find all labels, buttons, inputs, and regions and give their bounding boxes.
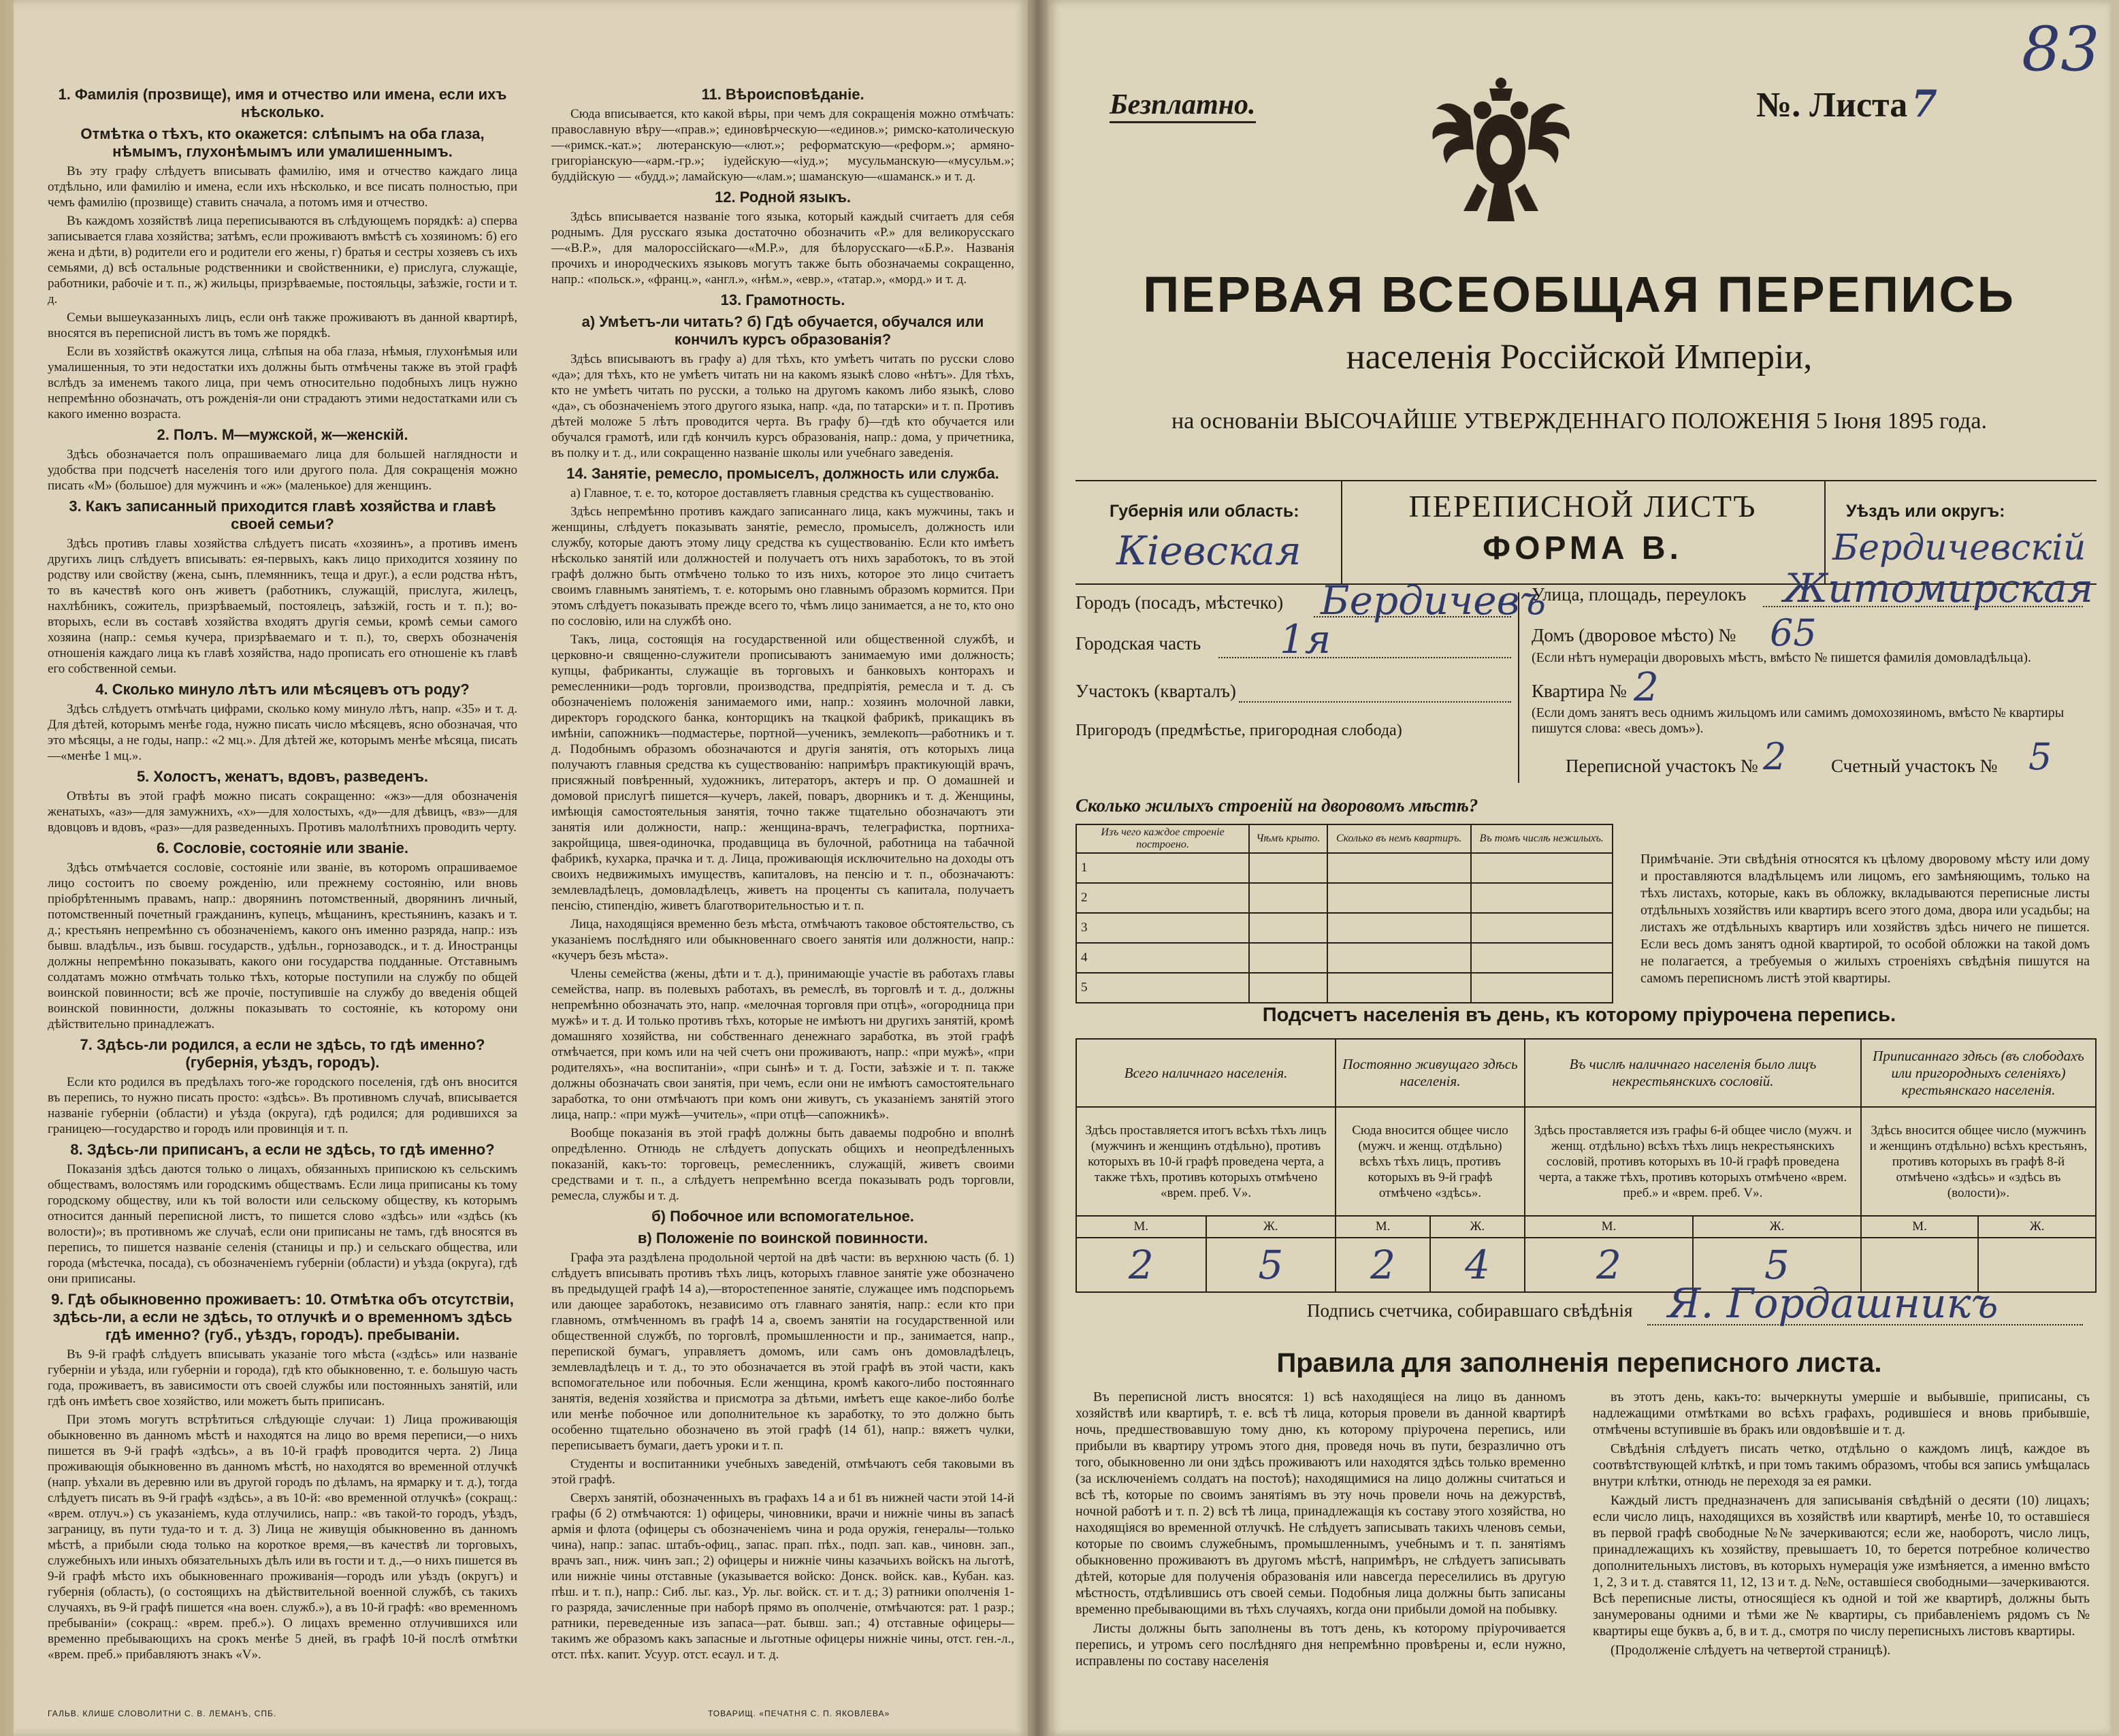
table-row [1076,943,1613,973]
empty-cell [1249,913,1327,943]
sheet-number-value: 7 [1911,82,1937,125]
section-paragraph: Семьи вышеуказанныхъ лицъ, если онѣ также проживаютъ въ данной квартирѣ, вносятся въ переписной листъ въ томъ же порядкѣ. [48,310,517,340]
rules-paragraph: Свѣдѣнія слѣдуетъ писать четко, отдѣльно о каждомъ лицѣ, каждое въ соотвѣтствующей клѣткѣ, и при томъ такимъ образомъ, чтобы вся запись умѣщалась внутри клѣтки, отнюдь не переходя за ея рамки. [1593,1441,2090,1489]
empty-cell [1249,853,1327,883]
sheet-number-label: №. Листа [1756,86,1908,125]
district-label: Уѣздъ или округъ: [1846,502,2005,521]
section-paragraph: Здѣсь обозначается полъ опрашиваемаго лица для большей наглядности и удобства при подсчетѣ населенія того или другого пола. Для сокращенія можно писать «М» (большое) для мужчинъ и «ж» (маленькое) для женщинъ. [48,447,517,493]
row-number: 4 [1076,943,1249,973]
empty-cell [1327,973,1471,1003]
count-header-cell: Постоянно живущаго здѣсь населенія. [1336,1039,1525,1107]
section-heading: 3. Какъ записанный приходится главѣ хозяйства и главѣ своей семьи? [69,498,496,532]
count-value: 5 [1206,1238,1336,1292]
city-label: Городъ (посадъ, мѣстечко) [1075,592,1284,613]
section-paragraph: Сверхъ занятій, обозначенныхъ въ графахъ 14 а и б1 въ нижней части этой 14-й графы (б 2) отмѣчаются: 1) офицеры, чиновники, врачи и нижніе чины въ запасѣ армія и флота (офицеры съ обозначеніемъ чина и рода оружія, генералы—только чина), напр.: запас. штабъ-офиц., запас. прап. пѣх., подп. зап. кав., чиновн. зап., врачъ зап., ниж. чинъ зап.; 2) офицеры и нижніе чины казачьихъ войскъ на льготѣ, или нижніе чины отставные (указывается войско: Донск. войск. кав., Кубан. каз. пѣш. и т. п.), напр.: Сиб. льг. каз., Ур. льг. войск. ст. и т. д.; 3) ратники ополченія 1-го разряда, зачисленные при наборѣ прямо въ ополченіе, отмѣчаются: рат. 1 разр.; ратники, переведенные изъ запаса—рат. бывш. зап.; 4) отставные офицеры—такимъ же образомъ какъ запасные и льготные офицеры нижніе чины, отст. ген.-л., отст. пѣх. капит. Усуур. отст. есаул. и т. д. [551,1491,1014,1662]
rules-column-1 [1075,1389,1566,1672]
count-description: Здѣсь проставляется итогъ всѣхъ тѣхъ лицъ (мужчинъ и женщинъ отдѣльно), противъ которыхъ въ 10-й графѣ проведена черта, а также тѣхъ, противъ которыхъ отмѣчено «врем. преб. V». [1076,1107,1336,1216]
row-number: 3 [1076,913,1249,943]
section-paragraph: Показанія здѣсь даются только о лицахъ, обязанныхъ припискою къ сельскимъ обществамъ, волостямъ или городскимъ обществамъ. Если лица приписаны къ тому городскому обществу, или къ той волости или сельскому обществу, къ которымъ относится данный переписной листъ, то пишется слово «здѣсь» или «здѣсь (къ волости)»; въ противномъ же случаѣ, если они приписаны не тамъ, гдѣ вносятся въ перепись, то пишется названіе селенія (станицы и пр.) и сельскаго общества, или города (мѣстечка, посада), съ обозначеніемъ губерніи (области) и уѣзда (округа), гдѣ они приписаны. [48,1162,517,1286]
section-heading: 1. Фамилія (прозвище), имя и отчество или имена, если ихъ нѣсколько. [58,86,507,120]
province-label: Губернія или область: [1110,502,1299,521]
section-paragraph: Здѣсь слѣдуетъ отмѣчать цифрами, сколько кому минуло лѣтъ, напр. «35» и т. д. Для дѣтей, которымъ менѣе года, нужно писать число мѣсяцевъ, ясно обозначая, что это мѣсяцы, а не годы, напр.: «2 мц.». Для дѣтей же, которымъ менѣе мѣсяца, писать—«менѣе 1 мц.». [48,702,517,763]
count-header-cell: Приписаннаго здѣсь (въ слободахъ или пригородныхъ селеніяхъ) крестьянскаго населенія. [1861,1039,2096,1107]
row-number: 2 [1076,883,1249,913]
empty-cell [1249,943,1327,973]
section-heading: 13. Грамотность. [720,291,845,308]
section-heading: 14. Занятіе, ремесло, промыселъ, должность или служба. [566,465,999,482]
house-note: (Если нѣтъ нумераціи дворовыхъ мѣстъ, вмѣсто № пишется фамилія домовладѣльца). [1532,650,2031,665]
empty-cell [1327,883,1471,913]
section-heading: Отмѣтка о тѣхъ, кто окажется: слѣпымъ на оба глаза, нѣмымъ, глухонѣмымъ или умалишеннымъ. [80,125,485,160]
count-description: Здѣсь вносится общее число (мужчинъ и женщинъ отдѣльно) всѣхъ крестьянъ, противъ которыхъ въ графѣ 8-й отмѣчено «здѣсь» и «здѣсь въ (волости)». [1861,1107,2096,1216]
right-page-census-form [1048,0,2110,1736]
section-paragraph: Здѣсь вписывается названіе того языка, который каждый считаетъ для себя роднымъ. Для русскаго языка достаточно обозначить «Р.» для великорусскаго—«В.Р.», для малороссійскаго—«М.Р.», для бѣлорусскаго—«Б.Р.». Названія прочихъ и инородческихъ языковъ могутъ также быть обозначаемы сокращенно, напр.: «польск.», «франц.», «англ.», «нѣм.», «евр.», «татар.», «морд.» и т. д. [551,210,1014,287]
rules-paragraph: Каждый листъ предназначенъ для записыванія свѣдѣній о десяти (10) лицахъ; если число лицъ, находящихся въ хозяйствѣ или квартирѣ, менѣе 10, то оставшіеся въ первой графѣ свободные №№ зачеркиваются; если же, наоборотъ, число лицъ, принадлежащихъ къ хозяйству, превышаетъ 10, то берется потребное количество дополнительныхъ листовъ, въ которыхъ нумерація уже измѣняется, а именно вмѣсто 1, 2, 3 и т. д. ставятся 11, 12, 13 и т. д. №№, оставшіеся свободными—зачеркиваются. Всѣ переписные листы, относящіеся къ одной и той же квартирѣ, должны быть занумерованы одними и тѣми же № квартиры, съ прибавленіемъ рядомъ съ № квартиры еще буквъ а, б, в и т. д., смотря по числу переписныхъ листовъ квартиры. [1593,1493,2090,1639]
table-row [1076,853,1613,883]
table-row [1076,883,1613,913]
printer-imprint-right: ТОВАРИЩ. «ПЕЧАТНЯ С. П. ЯКОВЛЕВА» [708,1709,890,1718]
population-count-title: Подсчетъ населенія въ день, къ которому пріурочена перепись. [1262,1004,1896,1026]
census-title: ПЕРВАЯ ВСЕОБЩАЯ ПЕРЕПИСЬ [1143,266,2016,323]
section-paragraph: При этомъ могутъ встрѣтиться слѣдующіе случаи: 1) Лица проживающія обыкновенно въ данномъ мѣстѣ и находятся на лицо во время переписи,—о нихъ пишется въ 9-й графѣ «здѣсь», а въ 10-й графѣ проводится черта. 2) Лица проживающія обыкновенно въ данномъ мѣстѣ, но находятся во временной отлучкѣ (напр. уѣхали въ деревню или въ другой городъ по дѣламъ, на ярмарку и т. д.), тогда слѣдуетъ писать въ 9-й графѣ «здѣсь», а въ 10-й: «во временной отлучкѣ» (сокращ.: «врем. отлуч.») съ указаніемъ, куда отлучились, напр.: «въ такой-то городъ, уѣздъ, заграницу, въ пути туда-то и т. д. 3) Лица не живущія обыкновенно въ данномъ мѣстѣ, а прибыли сюда только на короткое время,—въ качествѣ ли торговыхъ, служебныхъ или иныхъ обязательныхъ дѣлъ или въ гости и т. д.,—о нихъ пишется въ 9-й графѣ мѣсто ихъ обыкновеннаго проживанія—городъ или уѣздъ (округъ) и губернія (область), (о состоящихъ на дѣйствительной военной службѣ, съ такихъ случаяхъ, въ 9-й графѣ пишется «на воен. служб.»), а въ 10-й графѣ: «во временномъ пребываніи» (сокращ.: «врем. преб.»). О лицахъ временно отлучившихся или временно пребывающихъ на срокъ менѣе 5 дней, въ графѣ 10-й послѣ отмѣтки «врем. преб.» прибавляютъ знакъ «V». [48,1413,517,1662]
table-row [1076,973,1613,1003]
precinct-label: Участокъ (кварталъ) [1075,681,1236,701]
section-paragraph: Здѣсь вписываютъ въ графу а) для тѣхъ, кто умѣетъ читать по русски слово «да»; для тѣхъ, кто не умѣетъ читать ни на какомъ языкѣ слово «нѣтъ». Для тѣхъ, кто не умѣетъ читать по русски, а только на другомъ какомъ либо языкѣ, слово «да», съ обозначеніемъ этого другого языка, напр. «да, по татарски» и т. п. Противъ дѣтей моложе 5 лѣтъ проводится черта. Въ графу б)—гдѣ кто обучается или обучался грамотѣ, или гдѣ кончилъ курсъ образованія, напр.: дома, у причетника, въ полку и т. д., или сокращенно названіе школы или учебнаго заведенія. [551,352,1014,460]
section-heading: 11. Вѣроисповѣданіе. [701,86,864,103]
empty-cell [1327,853,1471,883]
census-subtitle: населенія Россійской Имперіи, [1346,338,1813,376]
archive-page-number: 83 [2022,14,2100,85]
buildings-header-cell: Изъ чего каждое строеніе построено. [1076,824,1249,853]
city-part-label: Городская часть [1075,633,1201,654]
population-count-table [1075,1038,2097,1293]
rules-paragraph: Въ переписной листъ вносятся: 1) всѣ находящіеся на лицо въ данномъ хозяйствѣ или квартирѣ, т. е. всѣ тѣ лица, которыя провели въ данной квартирѣ ночь, предшествовавшую тому дню, къ которому пріурочена перепись, или прибыли въ квартиру утромъ этого дня, проведя ночь въ пути, безразлично отъ того, обыкновенно ли они здѣсь проживаютъ или находятся здѣсь только временно (за исключеніемъ солдатъ на постоѣ); находящимися на лицо должны считаться и всѣ тѣ, которые по своимъ занятіямъ въ эту ночь провели ночь на дежурствѣ, ночной работѣ и т. п. 2) всѣ тѣ лица, принадлежащія къ составу этого хозяйства, но находящіяся во временной отлучкѣ. Не слѣдуетъ записывать такихъ членовъ семьи, которые по своимъ служебнымъ, промышленнымъ, учебнымъ и т. п. занятіямъ обыкновенно проживаютъ въ другомъ мѣстѣ, напримѣръ, не слѣдуетъ записывать дѣтей, которые для полученія образованія или навсегда переселились въ другую мѣстность, отдѣлившись отъ своей семьи. Подобныя лица должны быть записаны временно пребывающими въ тѣхъ случаяхъ, когда они прибыли домой на побывку. [1075,1389,1566,1617]
male-column-header: М. [1076,1216,1206,1238]
section-paragraph: Сюда вписывается, кто какой вѣры, при чемъ для сокращенія можно отмѣчать: православную вѣру—«прав.»; единовѣрческую—«единов.»; римско-католическую—«римск.-кат.»; лютеранскую—«лют.»; реформатскую—«реформ.»; армяно-григоріанскую—«арм.-гр.»; іудейскую—«іуд.»; мусульманскую—«мусульм.»; буддійскую — «будд.»; ламайскую—«лам.»; шаманскую—«шаманск.» и т. д. [551,107,1014,184]
instructions-column-2 [551,82,1014,1665]
city-value: Бердичевъ [1321,577,1547,624]
precinct-line [1239,701,1511,703]
census-decree: на основаніи ВЫСОЧАЙШЕ УТВЕРЖДЕННАГО ПОЛОЖЕНІЯ 5 Іюня 1895 года. [1171,408,1987,434]
count-value: 2 [1336,1238,1430,1292]
count-precinct-value: 5 [2028,735,2052,778]
form-letter: ФОРМА В. [1483,530,1683,566]
section-paragraph: Здѣсь противъ главы хозяйства слѣдуетъ писать «хозяинъ», а противъ именъ другихъ лицъ слѣдуетъ вписывать: ея-первыхъ, какъ лицо приходится хозяину по родству или свойству (жена, сынъ, племянникъ, теща и друг.), а если родства нѣтъ, то въ качествѣ кого онъ живетъ (работникъ, служащій, прислуга, жилецъ, нахлѣбникъ, сожитель, призрѣваемый, постоялецъ, заѣзжій, гость и т. п.); во-вторыхъ, если въ составѣ хозяйства входятъ другія семьи, кромѣ семьи самого хозяина (напр.: семья кучера, призрѣваемаго и т. п.), то, сверхъ обозначенія отношенія каждаго лица къ главѣ хозяйства, надо прописать его отношеніе къ главѣ его собственной семьи. [48,536,517,676]
section-paragraph: Здѣсь непремѣнно противъ каждаго записаннаго лица, какъ мужчины, такъ и женщины, слѣдуетъ показывать занятіе, ремесло, промыселъ, должность или службу, которые даютъ этому лицу средства къ существованію. Если кто имѣетъ нѣсколько занятій или должностей и получаетъ отъ нихъ заработокъ, то въ этой графѣ должно быть отмѣчено только то изъ нихъ, которое это лицо считаетъ своимъ главнымъ занятіемъ, т. е. которымъ оно главнымъ образомъ кормится. При этомъ слѣдуетъ показывать прежде всего то, чѣмъ лицо занимается, а не то, кто оно по сословію, или на службѣ оно. [551,504,1014,628]
count-description: Сюда вносится общее число (мужч. и женщ. отдѣльно) всѣхъ тѣхъ лицъ, противъ которыхъ въ 9-й графѣ отмѣчено «здѣсь». [1336,1107,1525,1216]
section-heading: 5. Холостъ, женатъ, вдовъ, разведенъ. [136,768,429,785]
census-precinct-value: 2 [1763,735,1787,778]
form-title: ПЕРЕПИСНОЙ ЛИСТЪ [1408,489,1757,524]
buildings-header-cell: Чѣмъ крыто. [1249,824,1327,853]
count-value: 2 [1076,1238,1206,1292]
house-value: 65 [1770,611,1817,654]
empty-cell [1249,883,1327,913]
empty-cell [1327,943,1471,973]
section-heading: 8. Здѣсь-ли приписанъ, а если не здѣсь, то гдѣ именно? [70,1141,495,1158]
district-value: Бердичевскій [1832,528,2086,568]
section-paragraph: Въ эту графу слѣдуетъ вписывать фамилію, имя и отчество каждаго лица отдѣльно, или фамилію и имена, если ихъ нѣсколько, и все писать полностью, при чемъ фамилію (прозвище) ставить сначала, а потомъ имя и отчество. [48,164,517,210]
count-header-cell: Въ числѣ наличнаго населенія было лицъ некрестьянскихъ сословій. [1525,1039,1861,1107]
apartment-label: Квартира № [1532,681,1627,701]
rules-paragraph: Листы должны быть заполнены въ тотъ день, къ которому пріурочивается перепись, и утромъ сего послѣдняго дня непремѣнно провѣрены и, если нужно, исправлены по составу населенія [1075,1621,1566,1669]
section-heading: в) Положеніе по воинской повинности. [637,1229,928,1247]
buildings-question: Сколько жилыхъ строеній на дворовомъ мѣстѣ? [1075,795,1478,816]
row-number: 5 [1076,973,1249,1003]
empty-cell [1471,943,1613,973]
section-paragraph: Графа эта раздѣлена продольной чертой на двѣ части: въ верхнюю часть (б. 1) слѣдуетъ вписывать противъ тѣхъ лицъ, которыхъ главное занятіе уже обозначено въ предыдущей графѣ 14 а),—второстепенное занятіе, служащее имъ подспорьемъ или дающее заработокъ, независимо отъ главнаго занятія, напр.: если кто при главномъ, отмѣченномъ въ графѣ 14 а, своемъ занятіи на государственной или общественной службѣ, по торговлѣ, промышленности и пр., занимается, напр., перепиской бумагъ, управляетъ домомъ, или самъ онъ домовладѣлецъ, землевладѣлецъ и т. д., то это обозначается въ этой графѣ въ этой части, какъ вспомогательное или побочныя. Если женщина, кромѣ какого-либо постояннаго занятія, веденія хозяйства и присмотра за дѣтьми, имѣетъ еще какое-либо болѣе или менѣе побочное или дополнительное къ заработку, то это должно быть особенно тщательно обозначено въ этой графѣ (14 б1), напр.: вяжетъ чулки, переписываетъ бумаги, даетъ уроки и т. п. [551,1251,1014,1453]
male-column-header: М. [1336,1216,1430,1238]
count-header-cell: Всего наличнаго населенія. [1076,1039,1336,1107]
section-paragraph: Отвѣты въ этой графѣ можно писать сокращенно: «жз»—для обозначенія женатыхъ, «аз»—для замужнихъ, «х»—для холостыхъ, «д»—для дѣвицъ, «вз»—для вдовцовъ и вдовъ, «раз»—для разведенныхъ. Противъ малолѣтнихъ проводить черту. [48,789,517,835]
count-value: 4 [1430,1238,1525,1292]
count-description: Здѣсь проставляется изъ графы 6-й общее число (мужч. и женщ. отдѣльно) всѣхъ тѣхъ лицъ некрестьянскихъ сословій, противъ которыхъ въ 10-й графѣ проведена черта, а также тѣхъ, противъ которыхъ отмѣчено «врем. преб.» и «врем. преб. V». [1525,1107,1861,1216]
female-column-header: Ж. [1978,1216,2096,1238]
street-value: Житомирская [1783,565,2094,611]
section-paragraph: Въ каждомъ хозяйствѣ лица переписываются въ слѣдующемъ порядкѣ: а) сперва записывается глава хозяйства; затѣмъ, если проживаютъ вмѣстѣ съ хозяиномъ: б) его жена и дѣти, в) родители его и родители его жены, г) братья и сестры хозяевъ съ ихъ семьями, д) всѣ остальные родственники и свойственники, е) прислуга, служащіе, работники, рабочіе и т. п., ж) жильцы, призрѣваемые, постояльцы, заѣзжіе, гости и т. д. [48,214,517,306]
sheet-number [1756,82,1937,125]
section-heading: 12. Родной языкъ. [714,189,852,206]
section-heading: а) Умѣетъ-ли читать? б) Гдѣ обучается, обучался или кончилъ курсъ образованія? [581,313,984,348]
section-paragraph: Такъ, лица, состоящія на государственной или общественной службѣ, и церковно-и священно-служители прописываютъ занимаемую ими должность; купцы, фабриканты, служащіе въ торговыхъ и банковыхъ конторахъ и ремесленники—родъ торговли, производства, предпріятія, ремесла и т. д. съ обозначеніемъ положенія занимаемого ими, напр.: хозяинъ молочной лавки, директоръ городского банка, конторщикъ на ткацкой фабрикѣ, прикащикъ въ имѣніи, сапожникъ—подмастерье, портной—ученикъ, землекопъ—работникъ и т. д. Подобнымъ образомъ обозначаются и другія занятія, отъ которыхъ лица получаютъ главныя средства къ существованію: напримѣръ практикующій врачъ, присяжный повѣренный, художникъ, литераторъ, актеръ и пр. О домашней и домовой прислугѣ пишется—кучеръ, лакей, поваръ, дворникъ и т. д. Женщины, имѣющія самостоятельныя занятія, точно также тщательно обозначаютъ эти занятія или должности, напр.: женщина-врачъ, телеграфистка, портниха-закройщица, швея-одиночка, продавщица въ булочной, работница на табачной фабрикѣ, кухарка, прачка и т. д. Лица, проживающія исключительно на доходы отъ своихъ недвижимыхъ имуществъ, капиталовъ, на пенсію и т. п., обозначаютъ: землевладѣлецъ, домовладѣлецъ, живетъ на проценты съ капитала, получаетъ пенсію, стипендію, живетъ благотворительностью и т. п. [551,632,1014,913]
city-part-value: 1я [1280,616,1331,662]
section-paragraph: Вообще показанія въ этой графѣ должны быть даваемы подробно и вполнѣ опредѣленно. Отнюдь не слѣдуетъ допускать общихъ и неопредѣленныхъ показаній, какъ-то: торговецъ, ремесленникъ, служащій, живетъ своими средствами и т. п., а слѣдуетъ непремѣнно всегда показывать родъ торговли, ремесла, службы и т. д. [551,1126,1014,1203]
free-label: Безплатно. [1110,89,1256,123]
section-heading: 2. Полъ. М—мужской, ж—женскій. [157,426,408,443]
instructions-column-1 [48,82,517,1665]
empty-cell [1471,883,1613,913]
empty-cell [1327,913,1471,943]
house-label: Домъ (дворовое мѣсто) № [1532,625,1736,645]
section-paragraph: Члены семейства (жены, дѣти и т. д.), принимающіе участіе въ работахъ главы семейства, напр. въ полевыхъ работахъ, въ ремеслѣ, въ торговлѣ и т. д., должны непремѣнно обозначать это, напр. «мелочная торговля при отцѣ», «огородница при мужѣ» и т. д. И только противъ тѣхъ, которые не имѣютъ ни другихъ занятій, кромѣ домашняго хозяйства, ни собственнаго денежнаго заработка, въ этой графѣ отмѣчается, при комъ или на чей счетъ они проживаютъ, напр.: «при мужѣ», «при родителяхъ», «на воспитаніи», «при сынѣ» и т. д. Гости, заѣзжіе и т. п. также должны обозначать свои занятія, при чемъ, если они не имѣютъ самостоятельнаго заработка, то они отмѣчаютъ при комъ они живутъ, съ указаніемъ занятій этого лица, напр.: «при мужѣ—учитель», «при отцѣ—сапожникѣ». [551,967,1014,1122]
section-paragraph: Здѣсь отмѣчается сословіе, состояніе или званіе, въ которомъ опрашиваемое лицо состоитъ по своему рожденію, или прежнему состоянію, или вновь пріобрѣтеннымъ правамъ, напр.: дворянинъ потомственный, дворянинъ личный, потомственный почетный гражданинъ, купецъ, мѣщанинъ, крестьянинъ, казакъ и т. д.; крестьянъ непремѣнно съ обозначеніемъ, какого онъ именно разряда, напр.: изъ бывш. владѣльч., изъ бывш. государств., удѣльн., горнозаводск., и т. д. Иностранцы должны непремѣнно показывать, какого они государства подданные. Отставнымъ солдатамъ можно отмѣчать только тѣхъ, которые поступили на службу по общей воинской повинности; всѣ же прочіе, поступившіе на службу до введенія общей воинской повинности, должны показывать то состояніе, къ которому они дѣйствительно принадлежатъ. [48,861,517,1031]
male-column-header: М. [1525,1216,1693,1238]
section-heading: 4. Сколько минуло лѣтъ или мѣсяцевъ отъ роду? [95,681,470,698]
suburb-label: Пригородъ (предмѣстье, пригородная слобода) [1075,722,1402,739]
signature-label: Подпись счетчика, собиравшаго свѣдѣнія [1307,1300,1633,1321]
apartment-note: (Если домъ занятъ весь однимъ жильцомъ или самимъ домохозяиномъ, вмѣсто № квартиры пишутся слова: «весь домъ»). [1532,705,2065,736]
form-title-box [1355,488,1811,567]
table-row [1076,913,1613,943]
province-box [1075,481,1342,583]
section-paragraph: Въ 9-й графѣ слѣдуетъ вписывать указаніе того мѣста («здѣсь» или названіе губерніи и уѣзда, или губерніи и города), гдѣ кто обыкновенно, т. е. большую часть года, проживаетъ, въ зависимости отъ своей службы или постоянныхъ занятій, или гдѣ онъ имѣетъ свое хозяйство, или можетъ быть приписанъ. [48,1347,517,1409]
empty-cell [1471,973,1613,1003]
male-column-header: М. [1861,1216,1978,1238]
empty-cell [1471,853,1613,883]
city-part-line [1218,657,1511,658]
section-heading: 9. Гдѣ обыкновенно проживаетъ: 10. Отмѣтка объ отсутствіи, здѣсь-ли, а если не здѣсь, то отлучкѣ и о временномъ здѣсь гдѣ именно? (губ., уѣздъ, городъ). пребываніи. [51,1291,514,1343]
census-precinct-label: Переписной участокъ № [1566,756,1758,776]
section-paragraph: Если кто родился въ предѣлахъ того-же городского поселенія, гдѣ онъ вносится въ перепись, то нужно писать просто: «здѣсь». Въ противномъ случаѣ, вписывается названіе губерніи (области) и уѣзда (округа), гдѣ родился; для родившихся за границею—государство и городъ или провинція и т. п. [48,1075,517,1136]
section-heading: б) Побочное или вспомогательное. [651,1208,914,1225]
empty-cell [1249,973,1327,1003]
section-paragraph: Студенты и воспитанники учебныхъ заведеній, отмѣчаютъ себя таковыми въ этой графѣ. [551,1457,1014,1487]
rules-paragraph: въ этотъ день, какъ-то: вычеркнуты умершіе и выбывшіе, приписаны, съ надлежащими отмѣтками во всѣхъ графахъ, родившіеся и вновь прибывшіе, отмѣчены вступившіе въ бракъ или овдовѣвшіе и т. д. [1593,1389,2090,1437]
row-number: 1 [1076,853,1249,883]
buildings-header-cell: Сколько въ немъ квартиръ. [1327,824,1471,853]
section-paragraph: а) Главное, т. е. то, которое доставляетъ главныя средства къ существованію. [570,486,994,500]
buildings-header-cell: Въ томъ числѣ нежилыхъ. [1471,824,1613,853]
apartment-value: 2 [1634,664,1659,710]
signature-value: Я. Гордашникъ [1668,1280,1999,1328]
rules-title: Правила для заполненія переписного листа. [1276,1348,1882,1378]
section-heading: 7. Здѣсь-ли родился, а если не здѣсь, то гдѣ именно? (губернія, уѣздъ, городъ). [80,1036,485,1071]
count-value: 2 [1525,1238,1693,1292]
section-heading: 6. Сословіе, состояніе или званіе. [156,839,409,856]
empty-cell [1471,913,1613,943]
left-page-instructions [14,0,1028,1736]
province-value: Кіевская [1116,528,1301,574]
female-column-header: Ж. [1693,1216,1861,1238]
printer-imprint-left: ГАЛЬВ. КЛИШЕ СЛОВОЛИТНИ С. В. ЛЕМАНЪ, СПБ. [48,1709,277,1718]
count-precinct-label: Счетный участокъ № [1831,756,1998,776]
street-label: Улица, площадь, переулокъ [1532,584,1747,605]
fields-divider [1518,592,1519,783]
section-paragraph: Если въ хозяйствѣ окажутся лица, слѣпыя на оба глаза, нѣмыя, глухонѣмыя или умалишенныя, то эти недостатки ихъ должны быть отмѣчены также въ этой графѣ вслѣдъ за именемъ такого лица, при чемъ относительно подобныхъ лицъ нужно непремѣнно обозначать, отъ рожденія-ли они страдаютъ этими недостатками или съ какого именно возраста. [48,344,517,421]
female-column-header: Ж. [1430,1216,1525,1238]
buildings-note: Примѣчаніе. Эти свѣдѣнія относятся къ цѣлому дворовому мѣсту или дому и проставляются владѣльцемъ или лицомъ, его замѣняющимъ, только на тѣхъ листахъ, которые, какъ въ обложку, вкладываются переписные листы отдѣльныхъ хозяйствъ или квартиръ всего этого дома, двора или усадьбы; на листахъ же отдѣльныхъ квартиръ или хозяйствъ здѣсь ничего не пишется. Если весь домъ занятъ одной квартирой, то особой обложки на такой домъ не полагается, а требуемыя о жилыхъ строеніяхъ свѣдѣнія пишутся на самомъ переписномъ листѣ этой квартиры. [1640,852,2090,986]
female-column-header: Ж. [1206,1216,1336,1238]
rules-column-2 [1593,1389,2090,1661]
rules-paragraph: (Продолженіе слѣдуетъ на четвертой страницѣ). [1611,1643,1891,1658]
section-paragraph: Лица, находящіяся временно безъ мѣста, отмѣчаютъ таковое обстоятельство, съ указаніемъ послѣдняго или обыкновеннаго своего занятія или должности, напр.: «кучеръ безъ мѣста». [551,917,1014,963]
double-headed-eagle-emblem [1429,75,1572,225]
buildings-table [1075,824,1613,1003]
count-value: 5 [1693,1238,1861,1292]
